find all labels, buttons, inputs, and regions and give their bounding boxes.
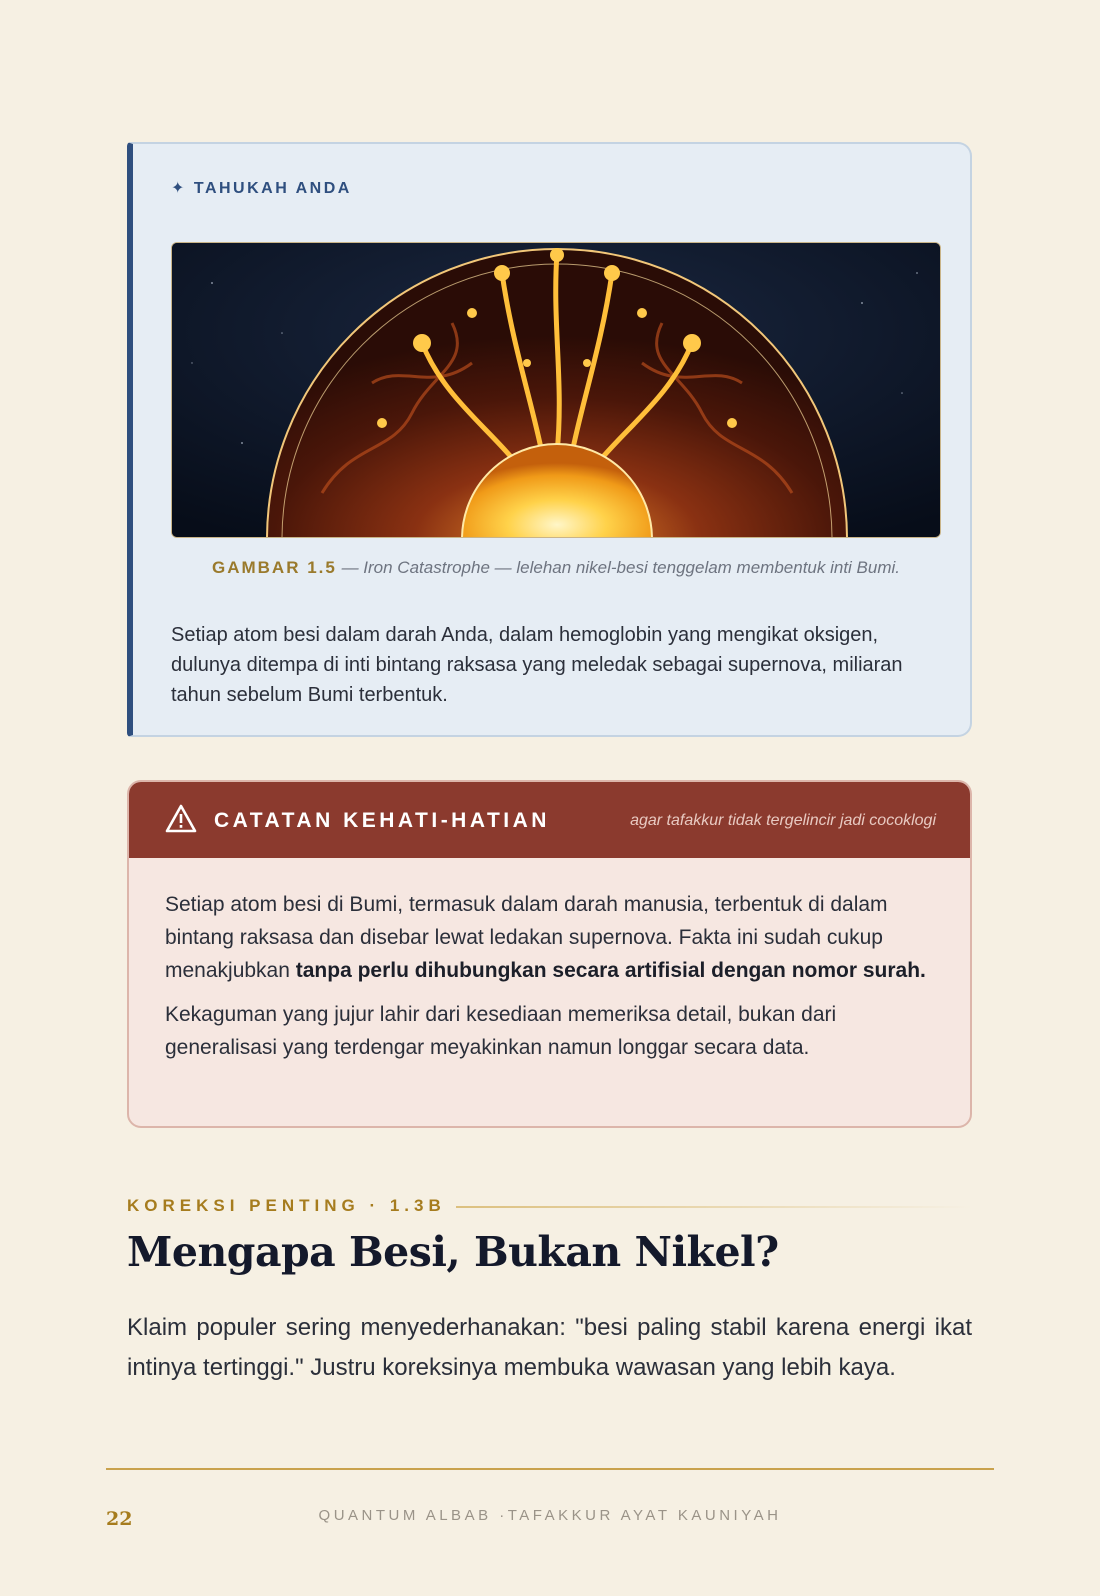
caution-paragraph-1-bold: tanpa perlu dihubungkan secara artifisial dengan nomor surah. [295,959,926,982]
caution-paragraph-2: Kekaguman yang jujur lahir dari kesediaan memeriksa detail, bukan dari generalisasi yang terdengar meyakinkan namun longgar secara data. [165,1003,837,1059]
figure-caption-text: — Iron Catastrophe — lelehan nikel-besi tenggelam membentuk inti Bumi. [336,558,901,577]
figure-caption-label: GAMBAR 1.5 [211,558,337,577]
caution-body [165,888,935,1075]
caution-header [129,782,970,858]
caution-subtitle: agar tafakkur tidak tergelincir jadi cocoklogi [630,812,936,829]
caution-title: CATATAN KEHATI-HATIAN [214,809,550,832]
figure-caption [171,558,941,578]
section-kicker: KOREKSI PENTING · 1.3B [127,1196,446,1215]
footer-divider [106,1468,994,1470]
caution-paragraph-1-text: Setiap atom besi di Bumi, termasuk dalam darah manusia, terbentuk di dalam bintang raksasa dan disebar lewat ledakan supernova. Fakta ini sudah cukup menakjubkan [165,893,888,982]
page-number: 22 [106,1508,133,1530]
did-you-know-box [127,142,972,737]
did-you-know-label: ✦ TAHUKAH ANDA [171,180,352,197]
did-you-know-body: Setiap atom besi dalam darah Anda, dalam hemoglobin yang mengikat oksigen, dulunya ditempa di inti bintang raksasa yang meledak sebagai supernova, miliaran tahun sebelum Bumi terbentuk. [171,624,903,706]
figure-iron-catastrophe [171,242,941,538]
section-title: Mengapa Besi, Bukan Nikel? [127,1228,779,1276]
warning-triangle-icon [165,804,197,839]
section-body: Klaim populer sering menyederhanakan: "besi paling stabil karena energi ikat intinya tertinggi." Justru koreksinya membuka wawasan yang lebih kaya. [127,1314,972,1381]
caution-paragraph-1 [165,888,935,987]
running-footer-title: QUANTUM ALBAB ·TAFAKKUR AYAT KAUNIYAH [318,1507,782,1524]
caution-box [127,780,972,1128]
kicker-divider [456,1206,972,1208]
